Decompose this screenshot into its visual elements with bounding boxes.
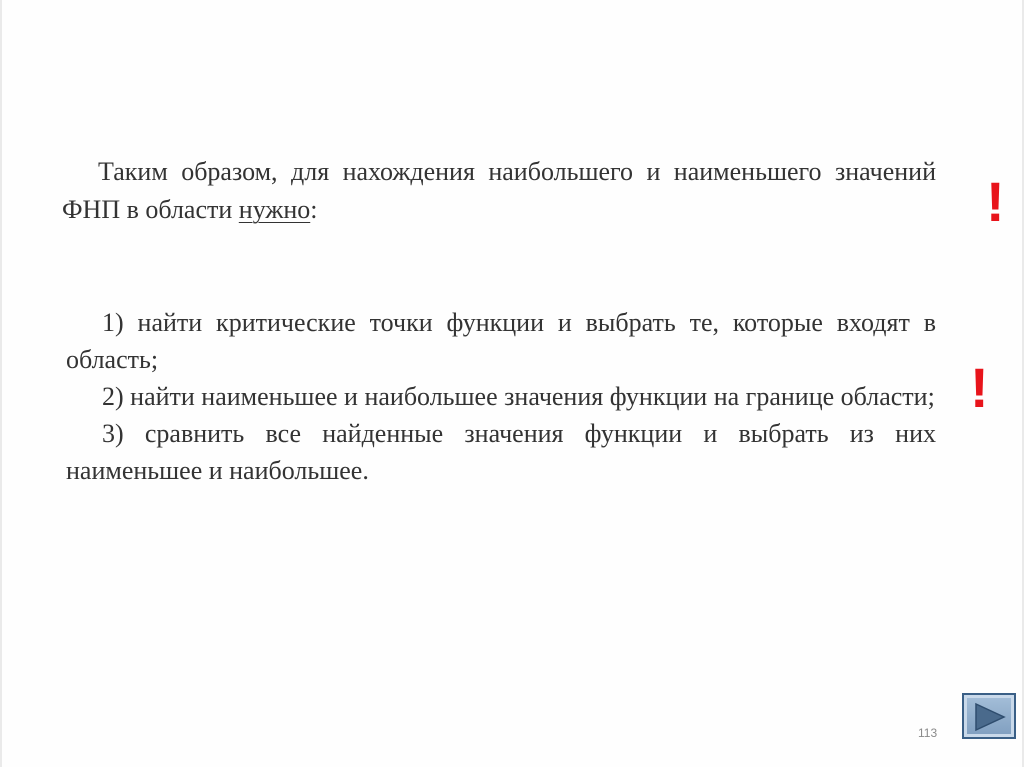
intro-underlined-word: нужно xyxy=(238,195,311,224)
step-item: 3) сравнить все найденные значения функции и выбрать из них наименьшее и наибольшее. xyxy=(66,419,936,485)
step-item: 1) найти критические точки функции и выбрать те, которые входят в область; xyxy=(66,308,936,374)
intro-colon: : xyxy=(310,195,318,224)
intro-paragraph xyxy=(62,153,936,229)
intro-line-2: значений ФНП в области xyxy=(62,157,936,224)
exclamation-mark: ! xyxy=(970,356,989,419)
slide-left-edge xyxy=(0,0,2,767)
page-number: 113 xyxy=(918,726,938,740)
exclamation-mark: ! xyxy=(986,170,1005,233)
play-arrow-icon xyxy=(973,702,1007,732)
step-item: 2) найти наименьшее и наибольшее значения функции на границе области; xyxy=(102,382,935,411)
steps-list xyxy=(66,304,936,489)
intro-line-1: Таким образом, для нахождения наибольшего и наименьшего xyxy=(98,157,822,186)
next-slide-button[interactable] xyxy=(962,693,1016,739)
